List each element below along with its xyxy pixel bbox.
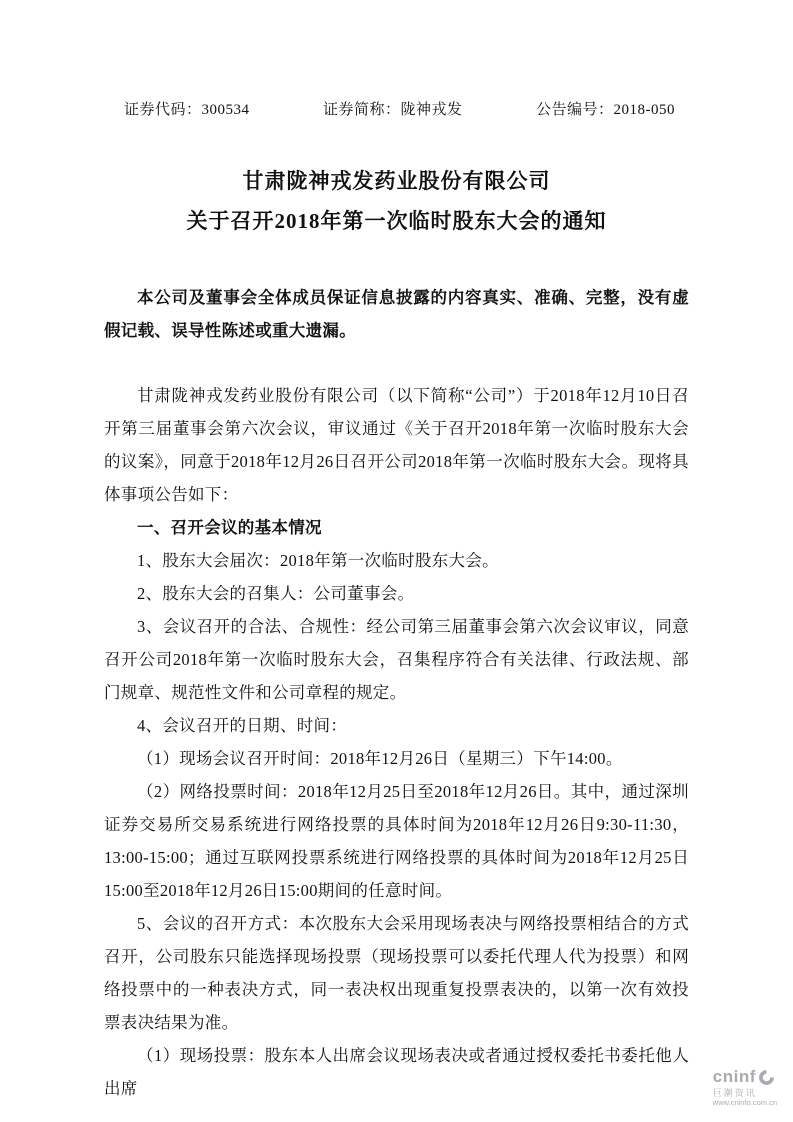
body-paragraph-item5-sub1: （1）现场投票：股东本人出席会议现场表决或者通过授权委托书委托他人出席 — [104, 1046, 689, 1098]
body-paragraph-intro: 甘肃陇神戎发药业股份有限公司（以下简称“公司”）于2018年12月10日召开第三届董事会第六次会议，审议通过《关于召开2018年第一次临时股东大会的议案》，同意于2018年12月26日召开公司2018年第一次临时股东大会。现将具体事项公告如下： — [104, 386, 689, 504]
doc-title-line1: 甘肃陇神戎发药业股份有限公司 — [242, 169, 551, 193]
cninfo-logo-cn-name: 巨潮资讯 — [712, 1088, 757, 1099]
body-paragraph-item2: 2、股东大会的召集人：公司董事会。 — [137, 584, 415, 603]
body-text — [104, 379, 689, 1105]
body-paragraph-item4-sub1: （1）现场会议召开时间：2018年12月26日（星期三）下午14:00。 — [137, 749, 623, 768]
document-title-block — [104, 161, 689, 241]
stock-code: 证券代码：300534 — [124, 102, 250, 118]
cninfo-logo — [713, 1067, 777, 1108]
doc-title-line2: 关于召开2018年第一次临时股东大会的通知 — [186, 209, 607, 233]
cninfo-logo-row — [713, 1067, 777, 1087]
body-paragraph-item4: 4、会议召开的日期、时间： — [137, 716, 348, 735]
cninfo-logo-wordmark: cninf — [712, 1067, 756, 1087]
section-heading-1: 一、召开会议的基本情况 — [137, 518, 322, 537]
stock-abbr: 证券简称：陇神戎发 — [323, 102, 463, 118]
disclaimer-paragraph: 本公司及董事会全体成员保证信息披露的内容真实、准确、完整，没有虚假记载、误导性陈述或重大遗漏。 — [104, 288, 689, 340]
body-paragraph-item3: 3、会议召开的合法、合规性：经公司第三届董事会第六次会议审议，同意召开公司2018年第一次临时股东大会，召集程序符合有关法律、行政法规、部门规章、规范性文件和公司章程的规定。 — [104, 617, 689, 702]
announcement-number: 公告编号：2018-050 — [536, 102, 675, 118]
cninfo-logo-url: www.cninfo.com.cn — [712, 1098, 777, 1108]
body-paragraph-item1: 1、股东大会届次：2018年第一次临时股东大会。 — [137, 551, 499, 570]
securities-header-row — [104, 98, 689, 119]
body-paragraph-item5: 5、会议的召开方式：本次股东大会采用现场表决与网络投票相结合的方式召开，公司股东只能选择现场投票（现场投票可以委托代理人代为投票）和网络投票中的一种表决方式，同一表决权出现重复投票表决的，以第一次有效投票表决结果为准。 — [104, 914, 689, 1032]
cninfo-logo-icon — [758, 1069, 775, 1086]
body-paragraph-item4-sub2: （2）网络投票时间：2018年12月25日至2018年12月26日。其中，通过深圳证券交易所交易系统进行网络投票的具体时间为2018年12月26日9:30-11:30，13:00-15:00；通过互联网投票系统进行网络投票的具体时间为2018年12月25日15:00至2018年12月26日15:00期间的任意时间。 — [104, 782, 689, 900]
